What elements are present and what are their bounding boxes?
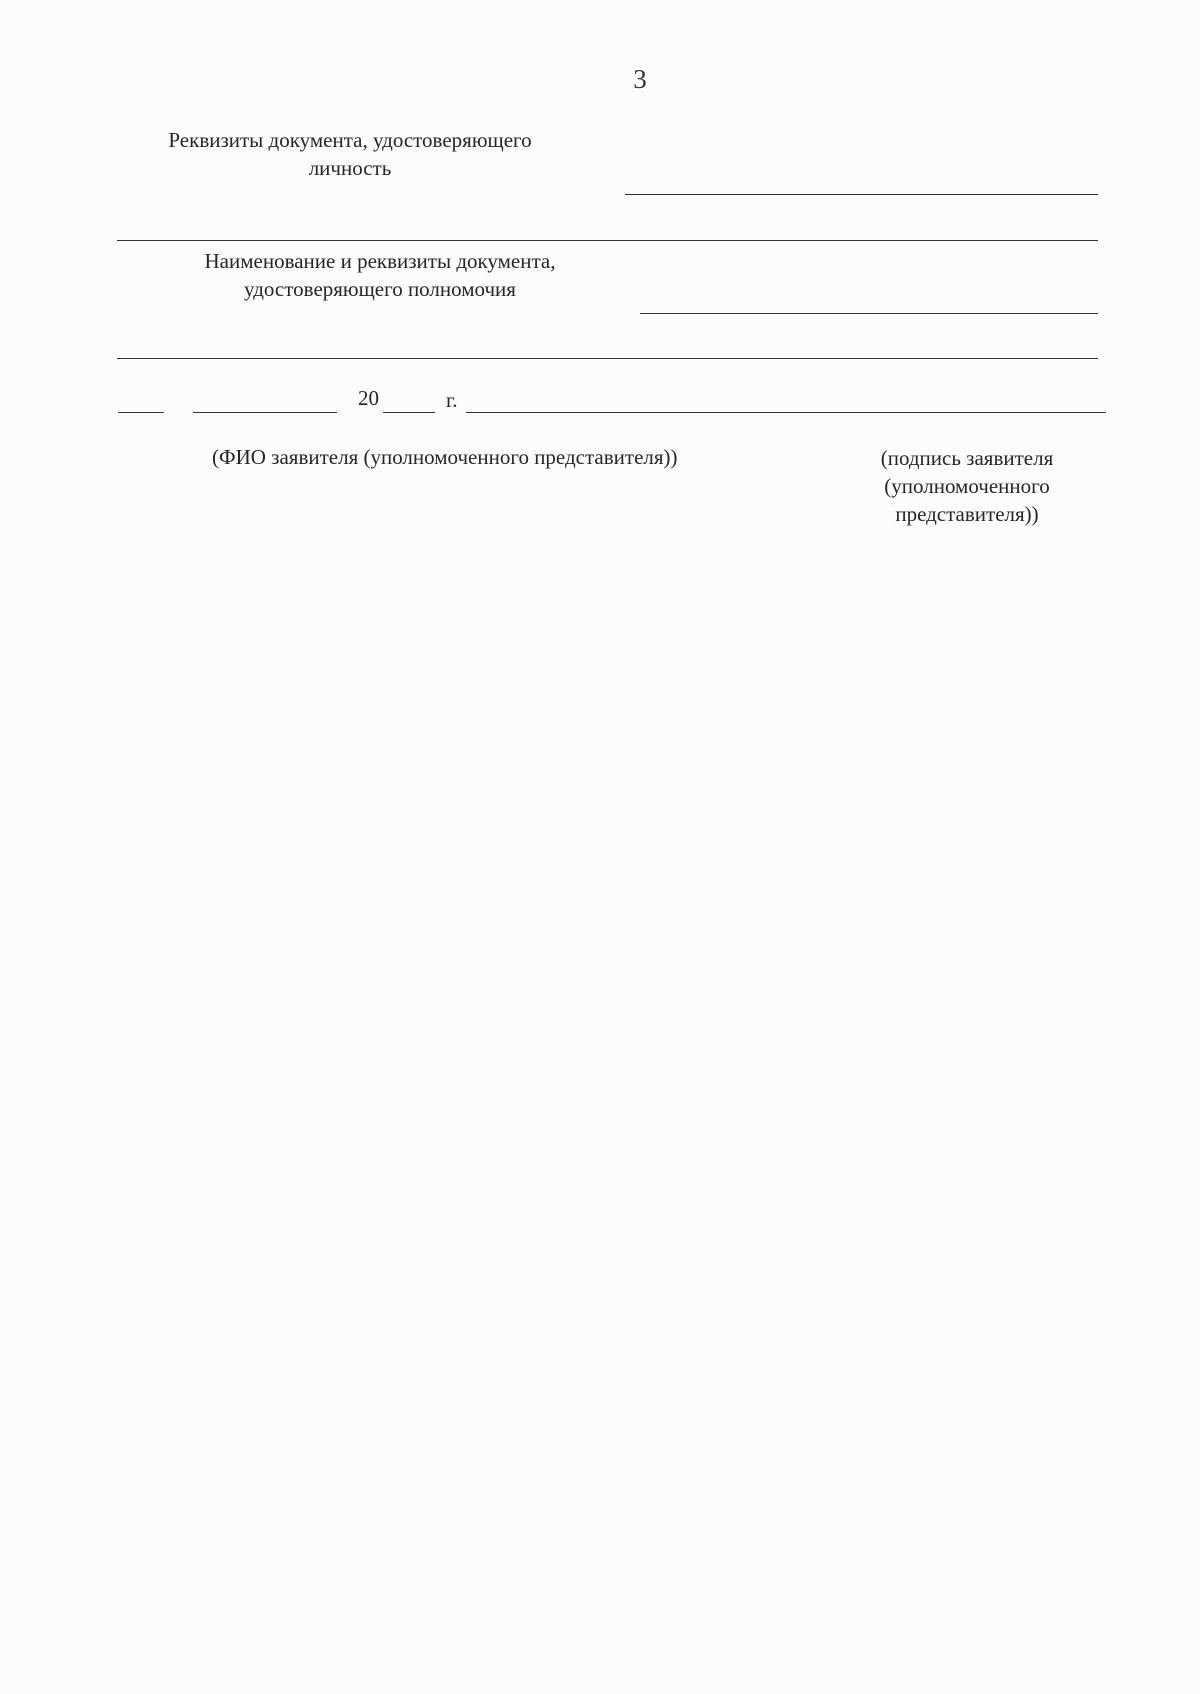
identity-doc-full-line[interactable]: [117, 240, 1098, 241]
identity-doc-field-line[interactable]: [625, 194, 1098, 195]
date-year-prefix: 20: [358, 386, 379, 410]
authority-doc-label-line2: удостоверяющего полномочия: [244, 277, 516, 301]
signature-caption: [862, 444, 1072, 528]
date-month-line[interactable]: [193, 412, 337, 413]
authority-doc-field-line[interactable]: [640, 313, 1098, 314]
date-year-line[interactable]: [383, 412, 435, 413]
authority-doc-label-line1: Наименование и реквизиты документа,: [204, 249, 556, 273]
date-day-line[interactable]: [118, 412, 164, 413]
signature-caption-line3: представителя)): [895, 502, 1039, 526]
page-number: 3: [633, 64, 647, 94]
identity-doc-label-line2: личность: [308, 156, 392, 180]
fio-caption: (ФИО заявителя (уполномоченного представителя)): [212, 445, 678, 469]
authority-doc-full-line[interactable]: [117, 358, 1098, 359]
signature-caption-line1: (подпись заявителя: [880, 446, 1054, 470]
date-year-suffix: г.: [446, 388, 458, 412]
signature-caption-line2: (уполномоченного: [884, 474, 1050, 498]
authority-doc-label: [120, 247, 640, 303]
fio-signature-line[interactable]: [466, 412, 1106, 413]
identity-doc-label: [120, 126, 580, 182]
identity-doc-label-line1: Реквизиты документа, удостоверяющего: [168, 128, 532, 152]
